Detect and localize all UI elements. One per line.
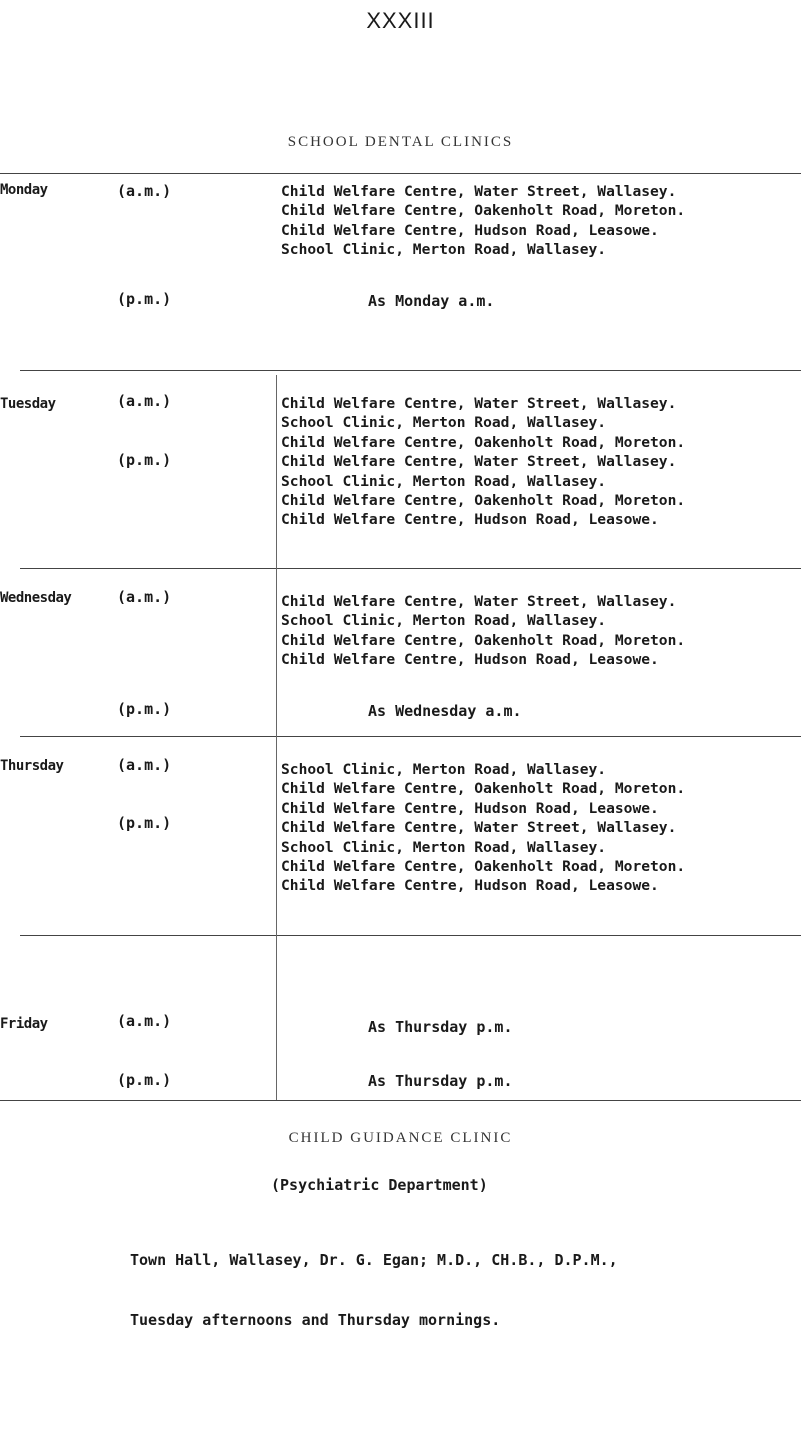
session-label-pm: (p.m.) <box>117 451 172 469</box>
wednesday-am-clinic-list <box>281 592 685 670</box>
session-label-pm: (p.m.) <box>117 700 172 718</box>
wednesday-pm-note: As Wednesday a.m. <box>368 702 522 720</box>
clinic-line: School Clinic, Merton Road, Wallasey. <box>281 612 607 630</box>
clinic-line: School Clinic, Merton Road, Wallasey. <box>281 414 607 432</box>
session-label-pm: (p.m.) <box>117 814 172 832</box>
friday-pm-note: As Thursday p.m. <box>368 1072 513 1090</box>
thursday-clinic-list <box>281 760 685 896</box>
clinic-line: Child Welfare Centre, Oakenholt Road, Moreton. <box>281 433 686 451</box>
monday-pm-note: As Monday a.m. <box>368 292 495 310</box>
clinic-line: Child Welfare Centre, Hudson Road, Leasowe. <box>281 221 659 239</box>
tuesday-clinic-list <box>281 394 685 530</box>
column-divider <box>276 375 277 1100</box>
guidance-detail-line: Town Hall, Wallasey, Dr. G. Egan; M.D., CH.B., D.P.M., <box>130 1251 618 1269</box>
guidance-details <box>130 1210 618 1350</box>
day-label-thursday: Thursday <box>0 758 64 774</box>
clinic-line: Child Welfare Centre, Oakenholt Road, Moreton. <box>281 780 686 798</box>
table-top-rule <box>0 173 801 174</box>
session-label-am: (a.m.) <box>117 182 172 200</box>
dental-clinics-heading: SCHOOL DENTAL CLINICS <box>287 134 514 150</box>
day-label-friday: Friday <box>0 1016 48 1032</box>
day-label-wednesday: Wednesday <box>0 590 72 606</box>
clinic-line: Child Welfare Centre, Water Street, Wallasey. <box>281 453 677 471</box>
clinic-line: Child Welfare Centre, Water Street, Wallasey. <box>281 593 677 610</box>
session-label-pm: (p.m.) <box>117 1071 172 1089</box>
tuesday-bottom-rule <box>20 568 801 569</box>
monday-bottom-rule <box>20 370 801 371</box>
wednesday-bottom-rule <box>20 736 801 737</box>
page-number: XXXIII <box>366 8 435 33</box>
clinic-line: Child Welfare Centre, Oakenholt Road, Moreton. <box>281 492 686 510</box>
clinic-line: Child Welfare Centre, Water Street, Wallasey. <box>281 183 677 200</box>
clinic-line: Child Welfare Centre, Oakenholt Road, Moreton. <box>281 631 686 649</box>
clinic-line: Child Welfare Centre, Hudson Road, Leasowe. <box>281 877 659 895</box>
clinic-line: School Clinic, Merton Road, Wallasey. <box>281 472 607 490</box>
session-label-am: (a.m.) <box>117 392 172 410</box>
clinic-line: Child Welfare Centre, Hudson Road, Leasowe. <box>281 511 659 529</box>
department-label: (Psychiatric Department) <box>271 1176 488 1194</box>
child-guidance-heading: CHILD GUIDANCE CLINIC <box>288 1130 513 1146</box>
clinic-line: Child Welfare Centre, Oakenholt Road, Moreton. <box>281 858 686 876</box>
friday-am-note: As Thursday p.m. <box>368 1018 513 1036</box>
monday-am-clinic-list <box>281 182 685 260</box>
clinic-line: Child Welfare Centre, Hudson Road, Leasowe. <box>281 651 659 669</box>
session-label-am: (a.m.) <box>117 588 172 606</box>
table-bottom-rule <box>0 1100 801 1101</box>
clinic-line: School Clinic, Merton Road, Wallasey. <box>281 241 607 259</box>
day-label-monday: Monday <box>0 182 48 198</box>
clinic-line: School Clinic, Merton Road, Wallasey. <box>281 838 607 856</box>
day-label-tuesday: Tuesday <box>0 396 56 412</box>
guidance-detail-line: Tuesday afternoons and Thursday mornings. <box>130 1311 501 1329</box>
session-label-pm: (p.m.) <box>117 290 172 308</box>
session-label-am: (a.m.) <box>117 1012 172 1030</box>
clinic-line: Child Welfare Centre, Water Street, Wallasey. <box>281 819 677 837</box>
clinic-line: School Clinic, Merton Road, Wallasey. <box>281 761 607 778</box>
clinic-line: Child Welfare Centre, Water Street, Wallasey. <box>281 395 677 412</box>
clinic-line: Child Welfare Centre, Hudson Road, Leasowe. <box>281 799 659 817</box>
thursday-bottom-rule <box>20 935 801 936</box>
clinic-line: Child Welfare Centre, Oakenholt Road, Moreton. <box>281 202 686 220</box>
session-label-am: (a.m.) <box>117 756 172 774</box>
